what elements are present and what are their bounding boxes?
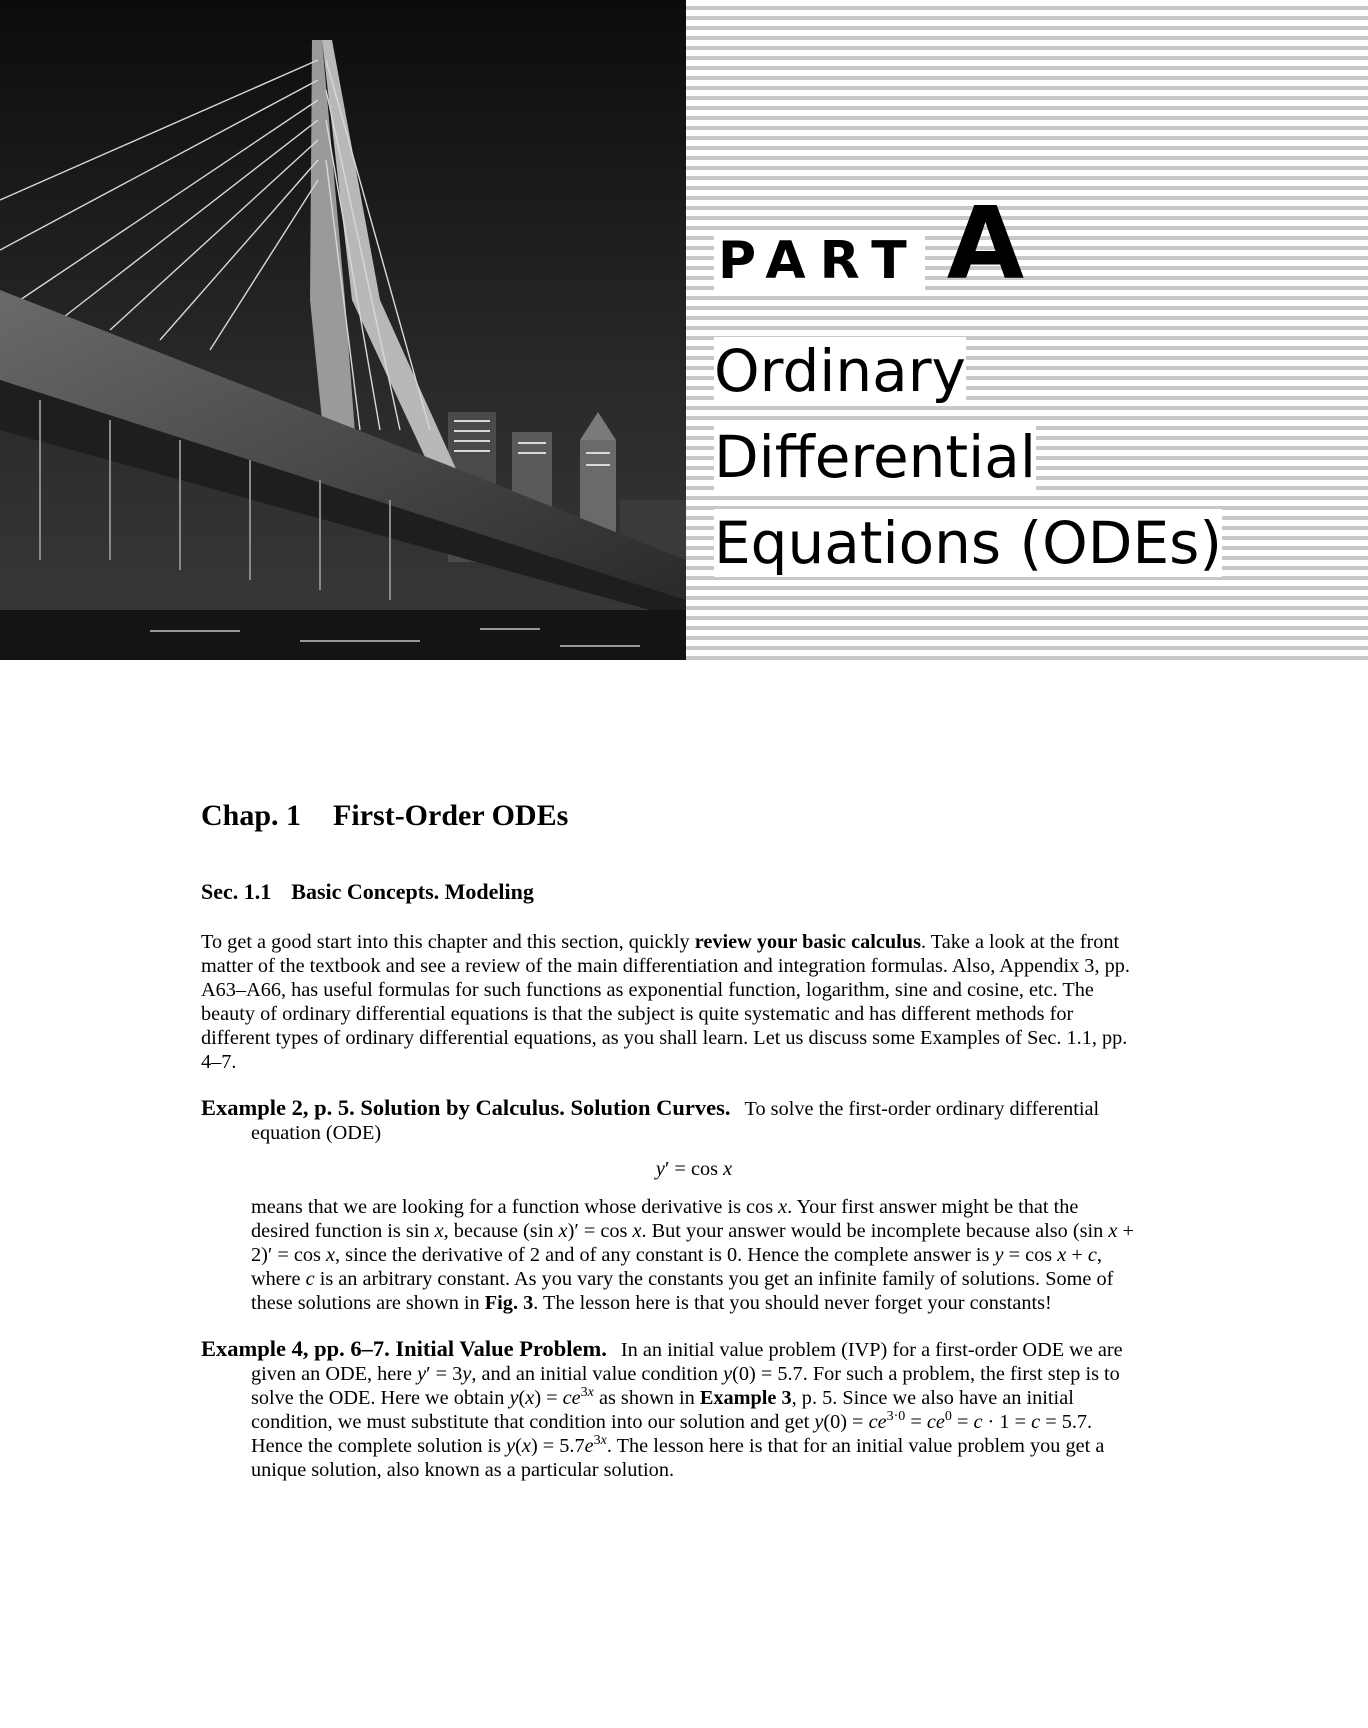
part-title-line-2: Differential (714, 423, 1036, 491)
part-title (714, 328, 1222, 586)
display-equation (201, 1157, 1137, 1181)
part-banner (0, 0, 1368, 660)
intro-bold-phrase: review your basic calculus (694, 931, 921, 953)
example-4-heading: Example 4, pp. 6–7. Initial Value Problem. (201, 1336, 607, 1361)
intro-text-1: To get a good start into this chapter and this section, quickly (201, 931, 695, 953)
example-2 (201, 1096, 1137, 1145)
chapter-heading (201, 798, 1137, 834)
eq-lhs: y (655, 1158, 665, 1180)
eq-rhs: = cos (669, 1158, 724, 1180)
eq-var: x (723, 1158, 733, 1180)
section-heading (201, 878, 1137, 906)
page-content (201, 798, 1137, 1482)
example-4 (201, 1337, 1137, 1482)
section-title: Basic Concepts. Modeling (291, 879, 534, 904)
part-title-line-1: Ordinary (714, 337, 966, 405)
chapter-title: First-Order ODEs (333, 799, 569, 832)
bridge-photo (0, 0, 686, 660)
part-label (714, 185, 1024, 302)
example-2-body: means that we are looking for a function whose derivative is cos x. Your first answer might be that the desired function is sin x, because (sin x)′ = cos x. But your answer would be incomplete because also (sin x + 2)′ = cos x, since the derivative of 2 and of any constant is 0. Hence the complete answer is y = cos x + c, where c is an arbitrary constant. As you vary the constants you get an infinite family of solutions. Some of these solutions are shown in Fig. 3. The lesson here is that you should never forget your constants! (251, 1196, 1134, 1314)
example-4-body: In an initial value problem (IVP) for a first-order ODE we are given an ODE, here y′ = 3y, and an initial value condition y(0) = 5.7. For such a problem, the first step is to solve the ODE. Here we obtain $y(x) = ce^{3x}$ as shown in Example 3, p. 5. Since we also have an initial condition, we must substitute that condition into our solution and get $y(0) = ce^{3\cdot 0} = ce^0 = c \cdot 1 = c = 5.7$. Hence the complete solution is $y(x) = 5.7e^{3x}$. The lesson here is that for an initial value problem you get a unique solution, also known as a particular solution. (251, 1339, 1123, 1481)
intro-paragraph (201, 930, 1137, 1074)
example-2-lead: To solve the first-order ordinary differential equation (ODE) (251, 1098, 1100, 1144)
example-2-heading: Example 2, p. 5. Solution by Calculus. Solution Curves. (201, 1095, 731, 1120)
intro-text-2: . Take a look at the front matter of the textbook and see a review of the main differentiation and integration formulas. Also, Appendix 3, pp. A63–A66, has useful formulas for such functions as exponential function, logarithm, sine and cosine, etc. The beauty of ordinary differential equations is that the subject is quite systematic and has different methods for different types of ordinary differential equations, as you shall learn. Let us discuss some Examples of Sec. 1.1, pp. 4–7. (201, 931, 1130, 1073)
part-letter: A (946, 185, 1025, 302)
part-word: PART (714, 231, 925, 291)
eq-prime: ′ (664, 1158, 670, 1180)
chapter-number: Chap. 1 (201, 799, 302, 832)
section-number: Sec. 1.1 (201, 879, 272, 904)
part-title-line-3: Equations (ODEs) (714, 509, 1222, 577)
